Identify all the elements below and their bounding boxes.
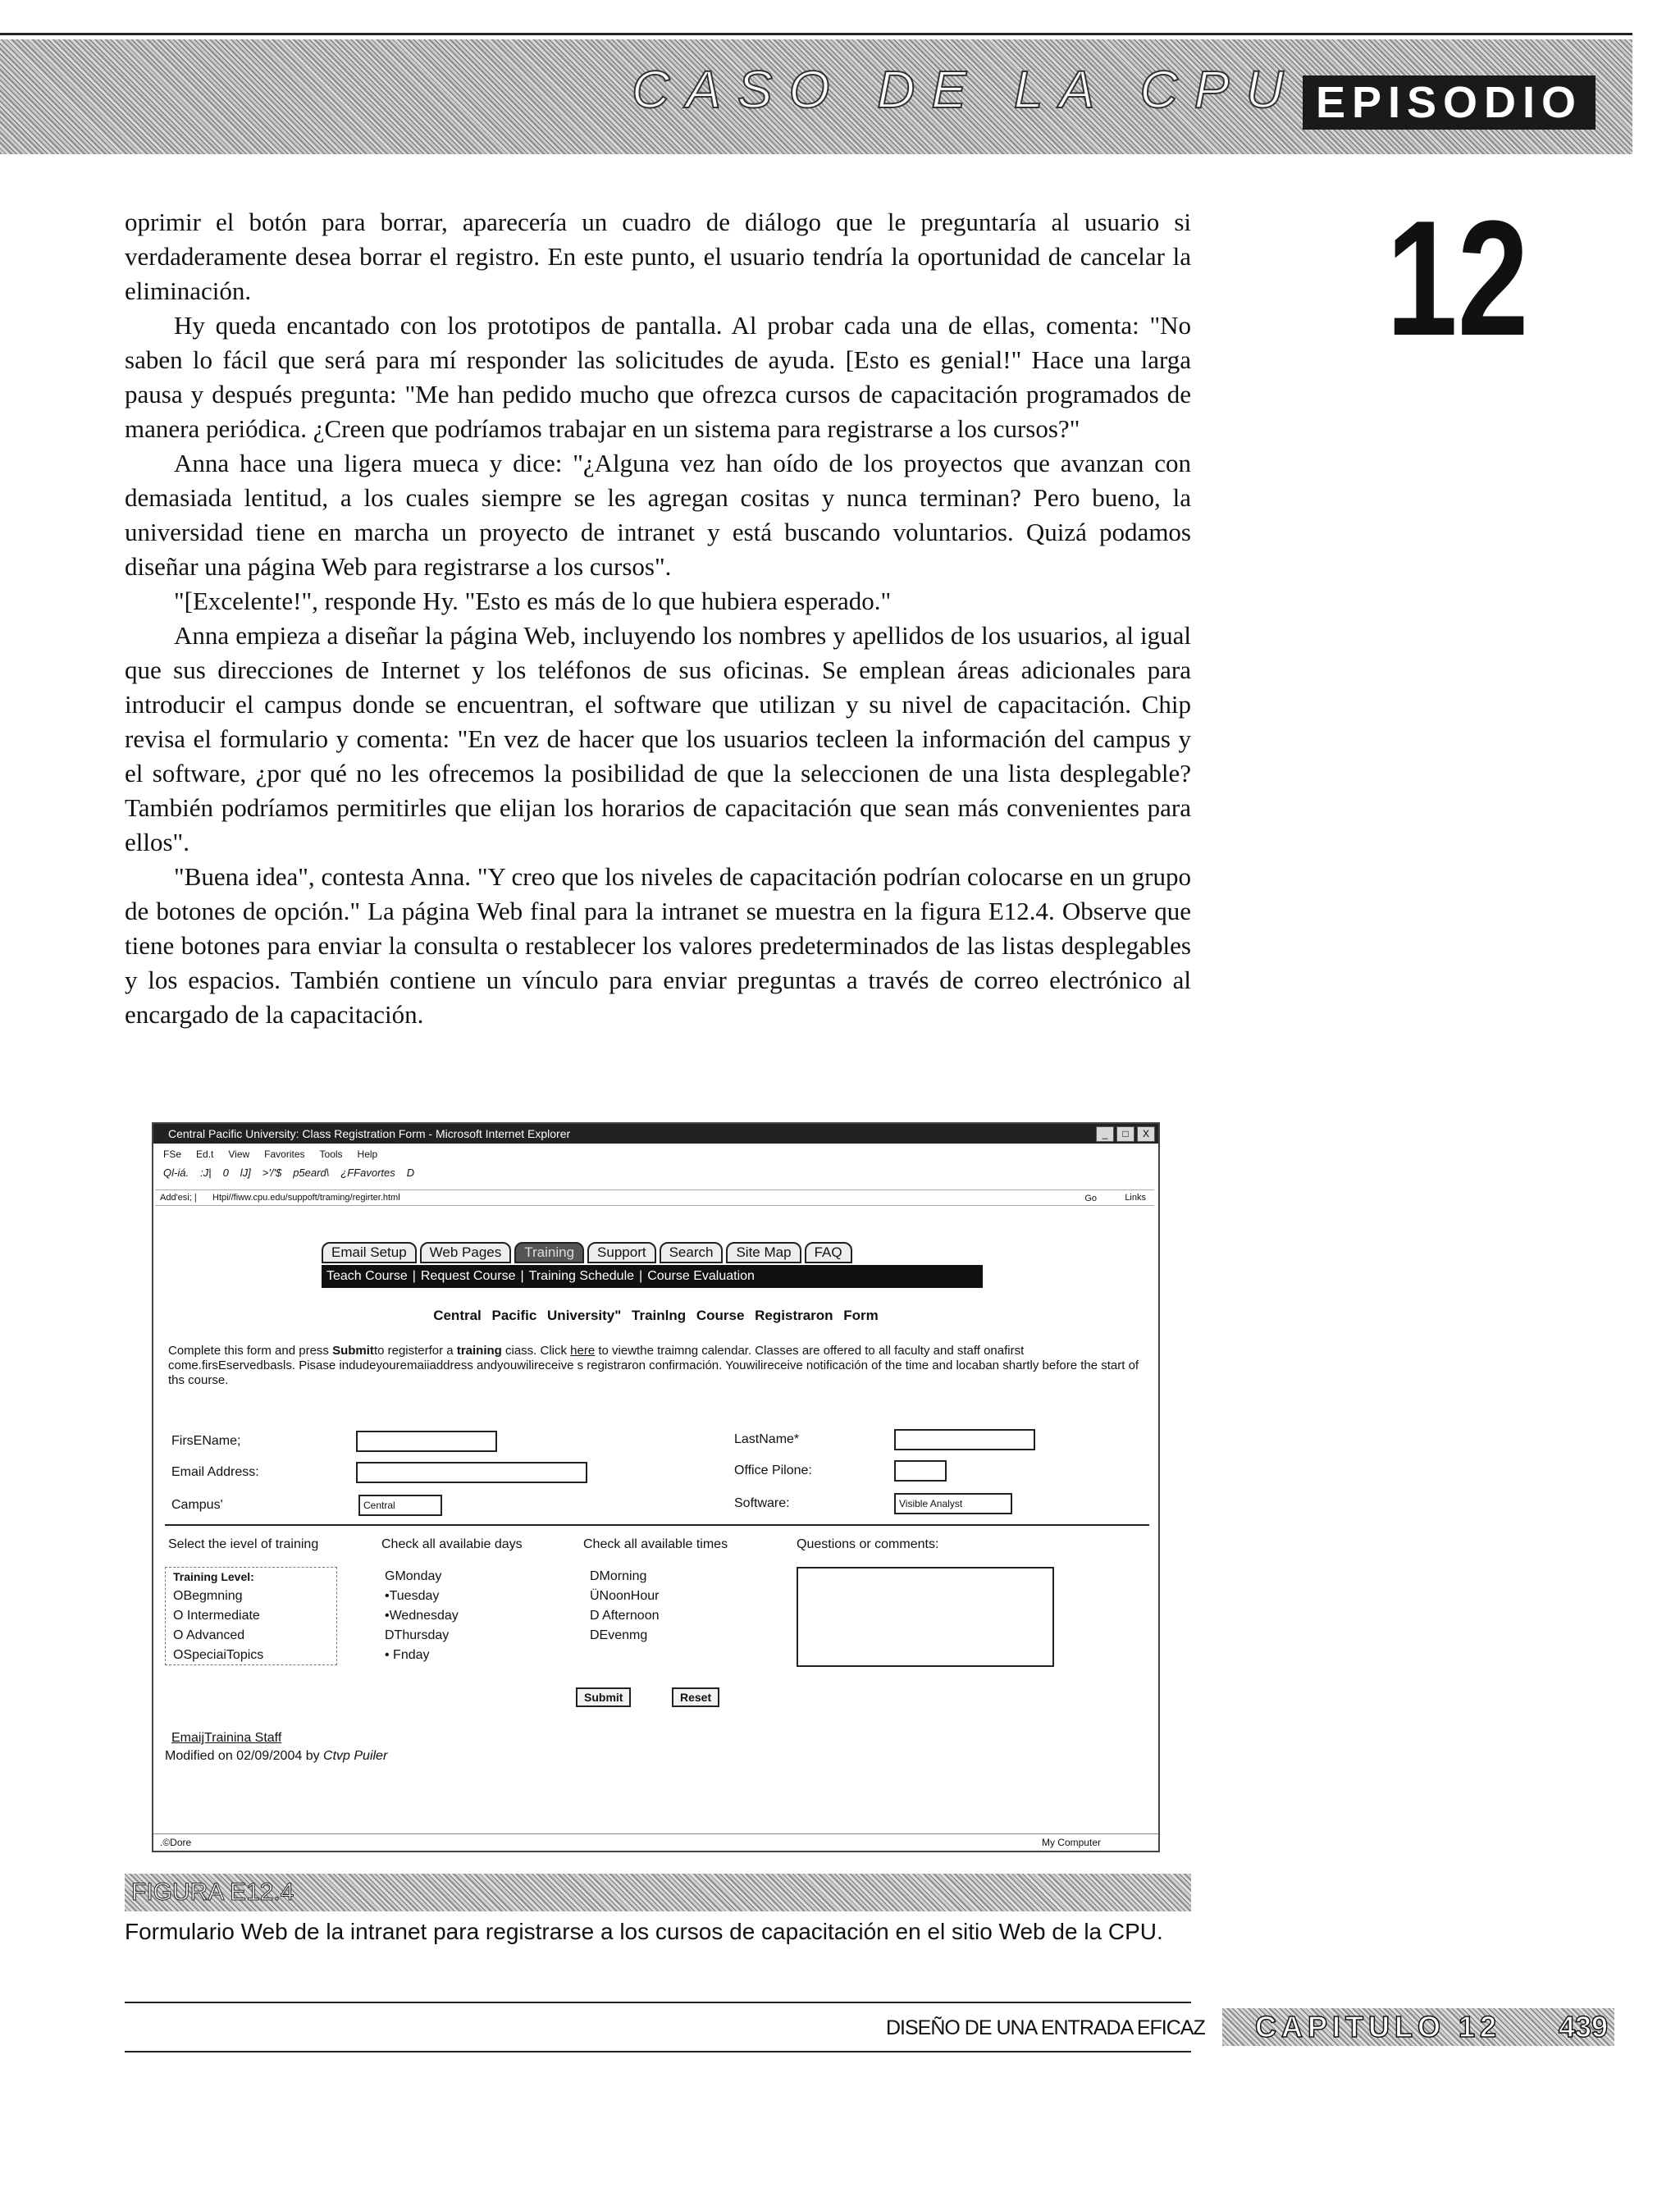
email-training-staff-link[interactable]: EmaijTrainina Staff bbox=[171, 1731, 282, 1745]
paragraph: "[Excelente!", responde Hy. "Esto es más de lo que hubiera esperado." bbox=[174, 587, 892, 615]
modified-author: Ctvp Puiler bbox=[323, 1749, 388, 1763]
running-head: DISEÑO DE UNA ENTRADA EFICAZ bbox=[886, 2016, 1205, 2039]
intro-submit: Submit bbox=[332, 1344, 374, 1358]
body-text bbox=[125, 205, 1191, 1032]
software-select[interactable]: Visible Analyst bbox=[894, 1493, 1012, 1514]
stop-button[interactable]: 0 bbox=[222, 1167, 229, 1179]
footer-rule-bottom bbox=[125, 2051, 1191, 2052]
intro-text: Complete this form and press bbox=[168, 1344, 333, 1358]
minimize-button[interactable]: _ bbox=[1096, 1126, 1114, 1142]
tab-support[interactable]: Support bbox=[587, 1242, 656, 1263]
first-name-label: FirsEName; bbox=[171, 1434, 241, 1448]
intro-training: training bbox=[456, 1344, 502, 1358]
intro-text: to registerfor a bbox=[373, 1344, 457, 1358]
level-intermediate-radio[interactable]: O Intermediate bbox=[173, 1609, 260, 1623]
chapter-number: 12 bbox=[1386, 187, 1529, 370]
last-name-input[interactable] bbox=[894, 1429, 1035, 1450]
times-list bbox=[590, 1567, 660, 1646]
menu-view[interactable]: View bbox=[228, 1148, 250, 1160]
address-label: Add'esi; | bbox=[160, 1193, 197, 1203]
modified-note bbox=[165, 1749, 387, 1764]
subnav-separator: | bbox=[412, 1269, 416, 1283]
tab-faq[interactable]: FAQ bbox=[805, 1242, 852, 1263]
level-advanced-radio[interactable]: O Advanced bbox=[173, 1628, 245, 1642]
software-label: Software: bbox=[734, 1496, 790, 1510]
form-title: Central Pacific University" Trainlng Course Registraron Form bbox=[433, 1308, 879, 1323]
home-button[interactable]: >'/'$ bbox=[262, 1167, 282, 1179]
level-beginning-radio[interactable]: OBegmning bbox=[173, 1589, 243, 1603]
paragraph: Anna empieza a diseñar la página Web, incluyendo los nombres y apellidos de los usuarios, al igual que sus direcciones de Internet y los teléfonos de sus oficinas. Se emplean áreas adicionales para introducir el campus donde se encuentran, el software que utilizan y su nivel de capacitación. Chip revisa el formulario y comenta: "En vez de hacer que los usuarios tecleen la información del campus y el software, ¿por qué no les ofrecemos la posibilidad de que la seleccionen de una lista desplegable? También podríamos permitirles que elijan los horarios de capacitación que sean más convenientes para ellos". bbox=[125, 621, 1191, 856]
form-divider bbox=[165, 1524, 1149, 1526]
site-tabs bbox=[322, 1242, 852, 1263]
email-input[interactable] bbox=[356, 1462, 587, 1483]
episode-label: EPISODIO bbox=[1303, 75, 1596, 130]
training-level-list bbox=[173, 1567, 263, 1665]
form-intro bbox=[168, 1344, 1144, 1388]
campus-label: Campus' bbox=[171, 1498, 223, 1512]
tab-email-setup[interactable]: Email Setup bbox=[322, 1242, 417, 1263]
footer-rule-top bbox=[125, 2002, 1191, 2003]
browser-screenshot bbox=[152, 1122, 1160, 1852]
search-button[interactable]: p5eard\ bbox=[293, 1167, 330, 1179]
figure-caption: Formulario Web de la intranet para registrarse a los cursos de capacitación en el sitio Web de la CPU. bbox=[125, 1919, 1163, 1944]
tab-web-pages[interactable]: Web Pages bbox=[420, 1242, 512, 1263]
last-name-label: LastName* bbox=[734, 1432, 800, 1446]
time-morning-checkbox[interactable]: DMorning bbox=[590, 1569, 647, 1583]
menu-file[interactable]: FSe bbox=[163, 1148, 182, 1160]
tab-site-map[interactable]: Site Map bbox=[726, 1242, 801, 1263]
links-button[interactable]: Links bbox=[1125, 1193, 1146, 1203]
days-list bbox=[385, 1567, 459, 1665]
comments-textarea[interactable] bbox=[797, 1567, 1054, 1667]
first-name-input[interactable] bbox=[356, 1431, 497, 1452]
address-input[interactable]: Htpi//fiww.cpu.edu/suppoft/traming/regirter.html bbox=[212, 1193, 400, 1203]
subnav-course-evaluation[interactable]: Course Evaluation bbox=[647, 1269, 755, 1283]
maximize-button[interactable]: □ bbox=[1116, 1126, 1134, 1142]
menu-help[interactable]: Help bbox=[357, 1148, 378, 1160]
times-column-heading: Check all available times bbox=[583, 1537, 728, 1551]
back-button[interactable]: Ql-iá. bbox=[163, 1167, 189, 1179]
submit-button[interactable]: Submit bbox=[576, 1687, 631, 1707]
menu-tools[interactable]: Tools bbox=[319, 1148, 343, 1160]
time-evening-checkbox[interactable]: DEvenmg bbox=[590, 1628, 648, 1642]
paragraph: "Buena idea", contesta Anna. "Y creo que los niveles de capacitación podrían colocarse en un grupo de botones de opción." La página Web final para la intranet se muestra en la figura E12.4. Observe que tiene botones para enviar la consulta o restablecer los valores predeterminados de las listas desplegables y los espacios. También contiene un vínculo para enviar preguntas a través de correo electrónico al encargado de la capacitación. bbox=[125, 862, 1191, 1029]
office-phone-input[interactable] bbox=[894, 1460, 947, 1482]
paragraph: Anna hace una ligera mueca y dice: "¿Alguna vez han oído de los proyectos que avanzan con demasiada lentitud, a los cuales siempre se les agregan cositas y nunca terminan? Pero bueno, la universidad tiene en marcha un proyecto de intranet y está buscando voluntarios. Quizá podamos diseñar una página Web para registrarse a los cursos". bbox=[125, 449, 1191, 581]
time-noon-checkbox[interactable]: ÜNoonHour bbox=[590, 1589, 660, 1603]
header-rule bbox=[0, 33, 1632, 35]
window-titlebar bbox=[153, 1124, 1158, 1144]
intro-text: ciass. Click bbox=[501, 1344, 571, 1358]
modified-text: Modified on 02/09/2004 by bbox=[165, 1749, 324, 1763]
subnav-separator: | bbox=[639, 1269, 643, 1283]
comments-heading: Questions or comments: bbox=[797, 1537, 939, 1551]
status-zone: My Computer bbox=[1041, 1837, 1101, 1848]
calendar-link[interactable]: here bbox=[570, 1344, 596, 1358]
paragraph: Hy queda encantado con los prototipos de pantalla. Al probar cada una de ellas, comenta: "No saben lo fácil que será para mí responder las solicitudes de ayuda. [Esto es genial!" Hace una larga pausa y después pregunta: "Me han pedido mucho que ofrezca cursos de capacitación programados de manera periódica. ¿Creen que podríamos trabajar en un sistema para registrarse a los cursos?" bbox=[125, 311, 1191, 443]
training-subnav bbox=[322, 1265, 983, 1288]
level-special-topics-radio[interactable]: OSpeciaiTopics bbox=[173, 1648, 264, 1662]
subnav-request-course[interactable]: Request Course bbox=[420, 1269, 516, 1283]
favorites-button[interactable]: ¿FFavortes bbox=[340, 1167, 395, 1179]
level-column-heading: Select the ievel of training bbox=[168, 1537, 319, 1551]
training-level-title: Training Level: bbox=[173, 1570, 254, 1583]
figure-label: FIGURA E12.4 bbox=[131, 1879, 294, 1906]
address-bar bbox=[155, 1189, 1154, 1206]
browser-toolbar bbox=[163, 1167, 414, 1179]
day-friday-checkbox[interactable]: • Fnday bbox=[385, 1648, 430, 1662]
menu-favorites[interactable]: Favorites bbox=[264, 1148, 305, 1160]
page-number: 439 bbox=[1559, 2010, 1609, 2043]
status-bar bbox=[153, 1833, 1158, 1851]
day-tuesday-checkbox[interactable]: •Tuesday bbox=[385, 1589, 440, 1603]
chapter-label: CAPITULO 12 bbox=[1255, 2010, 1502, 2043]
menu-bar bbox=[163, 1148, 377, 1160]
email-label: Email Address: bbox=[171, 1465, 259, 1479]
subnav-training-schedule[interactable]: Training Schedule bbox=[528, 1269, 635, 1283]
time-afternoon-checkbox[interactable]: D Afternoon bbox=[590, 1609, 660, 1623]
subnav-separator: | bbox=[520, 1269, 524, 1283]
subnav-teach-course[interactable]: Teach Course bbox=[326, 1269, 408, 1283]
header-title: CASO DE LA CPU bbox=[632, 60, 1300, 119]
window-buttons bbox=[1096, 1126, 1155, 1142]
refresh-button[interactable]: lJ] bbox=[240, 1167, 251, 1179]
tab-training[interactable]: Training bbox=[514, 1242, 584, 1263]
window-title: Central Pacific University: Class Registration Form - Microsoft Internet Explorer bbox=[168, 1127, 571, 1140]
office-phone-label: Office Pilone: bbox=[734, 1463, 812, 1477]
menu-edit[interactable]: Ed.t bbox=[196, 1148, 214, 1160]
day-wednesday-checkbox[interactable]: •Wednesday bbox=[385, 1609, 459, 1623]
close-button[interactable]: X bbox=[1137, 1126, 1155, 1142]
tab-search[interactable]: Search bbox=[660, 1242, 724, 1263]
paragraph: oprimir el botón para borrar, aparecería un cuadro de diálogo que le preguntaría al usuario si verdaderamente desea borrar el registro. En este punto, el usuario tendría la oportunidad de cancelar la eliminación. bbox=[125, 208, 1191, 305]
day-monday-checkbox[interactable]: GMonday bbox=[385, 1569, 442, 1583]
forward-button[interactable]: :J| bbox=[200, 1167, 212, 1179]
toolbar-item[interactable]: D bbox=[406, 1167, 415, 1179]
campus-select[interactable]: Central bbox=[358, 1495, 442, 1516]
status-text: .©Dore bbox=[160, 1837, 192, 1848]
day-thursday-checkbox[interactable]: DThursday bbox=[385, 1628, 450, 1642]
intro-text: to viewthe traimng calendar. Classes are offered to all faculty and staff onafirst come.firsEservedbasls. Pisase indudeyouremaiiaddress andyouwilireceive s registraron confirmación. Youwilireceive notificación of the time and locaban shartly before the start of ths course. bbox=[168, 1344, 1139, 1387]
go-button[interactable]: Go bbox=[1084, 1194, 1097, 1203]
days-column-heading: Check all availabie days bbox=[381, 1537, 523, 1551]
reset-button[interactable]: Reset bbox=[672, 1687, 719, 1707]
